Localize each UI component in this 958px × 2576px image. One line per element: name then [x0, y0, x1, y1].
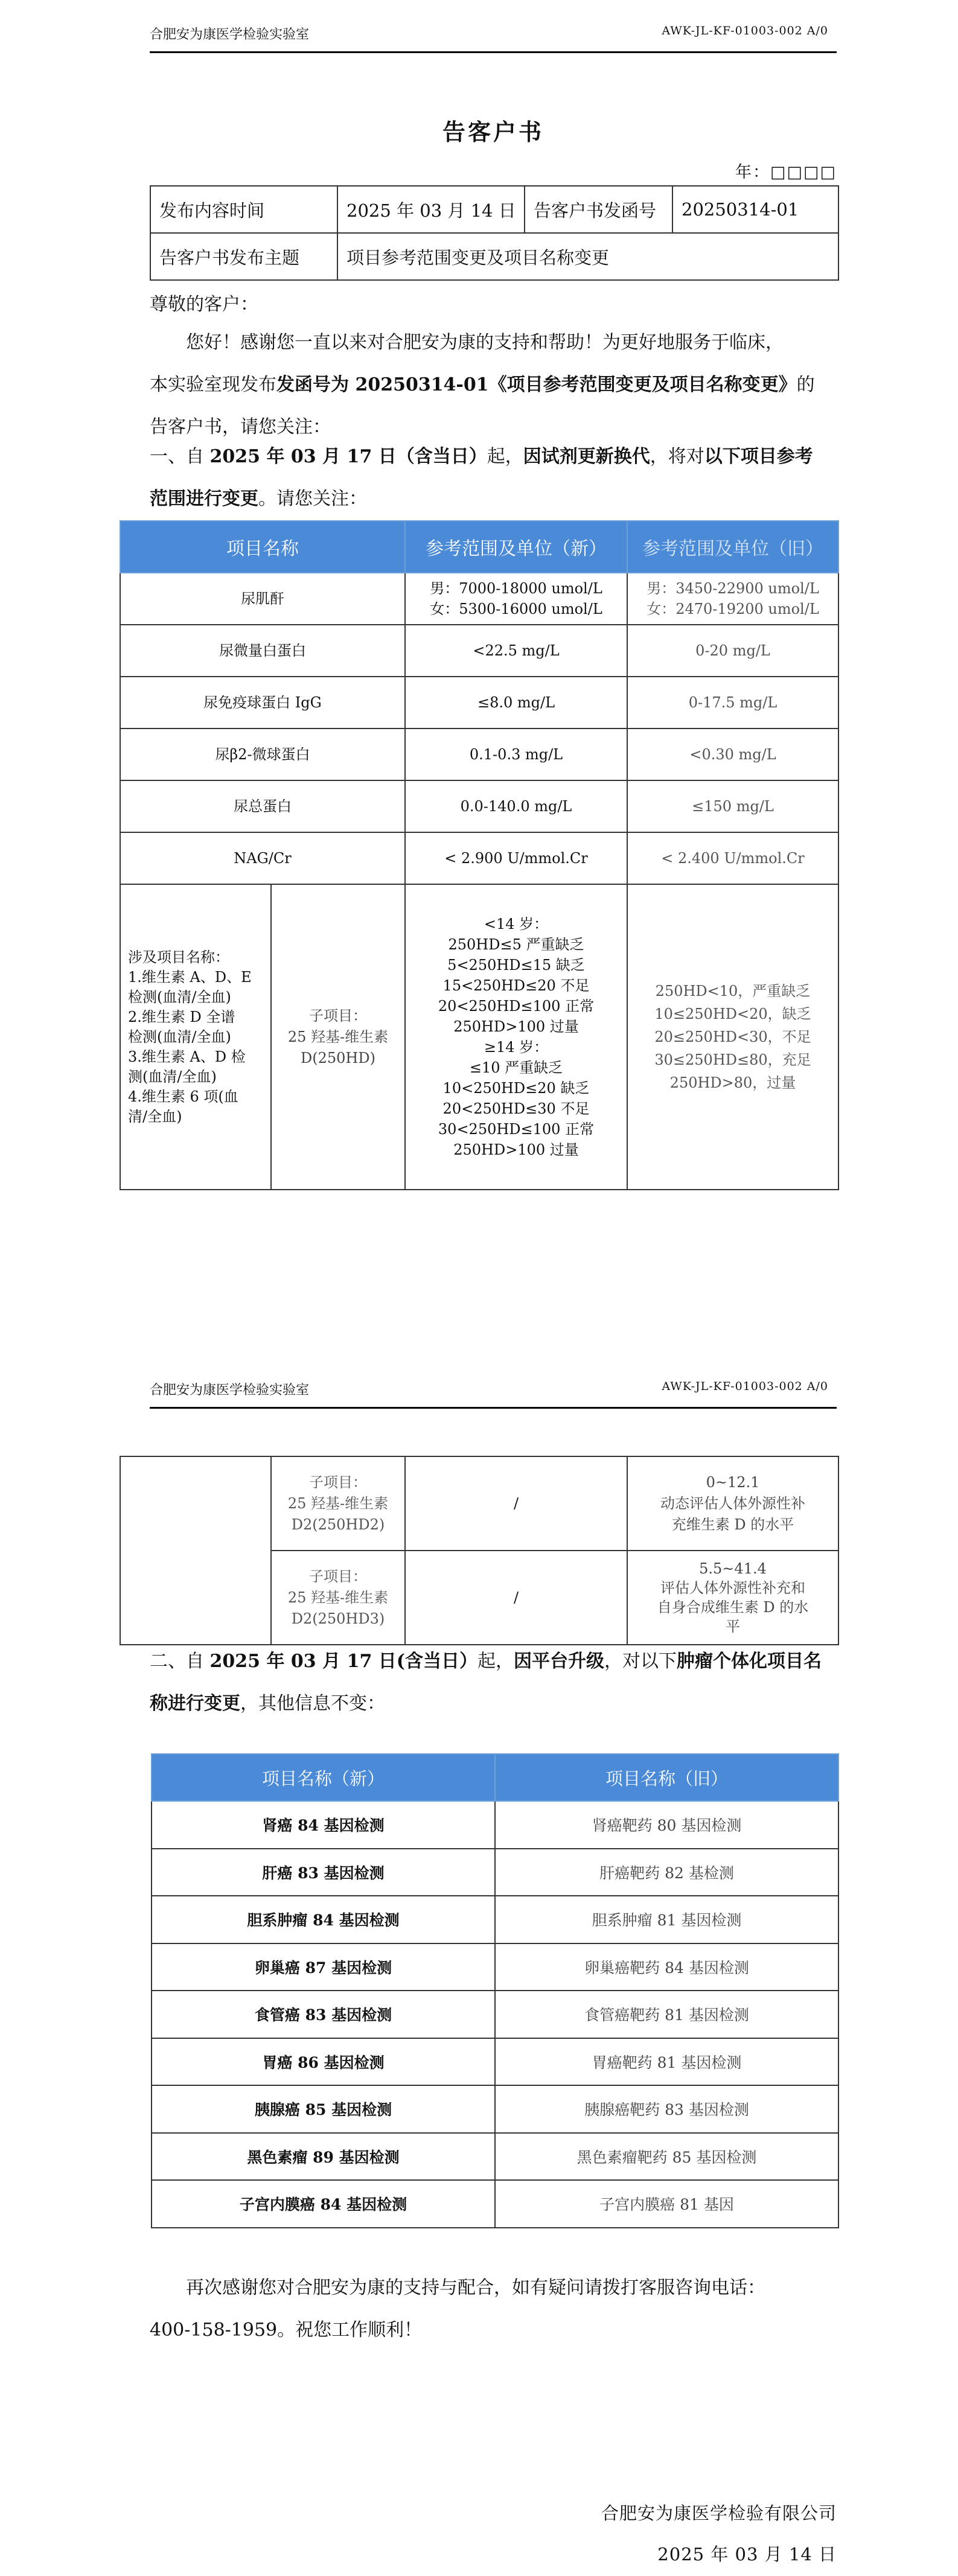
new-range: < 2.900 U/mmol.Cr [405, 832, 627, 884]
text: 起， [487, 446, 523, 467]
new-range: / [405, 1551, 627, 1645]
new-name: 胃癌 86 基因检测 [152, 2038, 495, 2086]
page-header [150, 1377, 837, 1409]
new-name: 肝癌 83 基因检测 [152, 1849, 495, 1896]
reference-range-table-continued [120, 1456, 839, 1645]
table-row [152, 1991, 838, 2038]
item-name: 尿β2-微球蛋白 [120, 728, 405, 780]
table-row [120, 573, 838, 625]
new-range: / [405, 1456, 627, 1551]
old-name: 子宫内膜癌 81 基因 [495, 2180, 838, 2228]
subject-value: 项目参考范围变更及项目名称变更 [337, 233, 838, 280]
text: 二、自 [150, 1651, 210, 1672]
new-name: 胆系肿瘤 84 基因检测 [152, 1896, 495, 1943]
publish-time-value: 2025 年 03 月 14 日 [337, 186, 525, 233]
item-name: 尿总蛋白 [120, 780, 405, 832]
table-row [152, 1849, 838, 1896]
sub-item-name: 子项目： 25 羟基-维生素 D2(250HD3) [271, 1551, 405, 1645]
text: ，对以下 [604, 1651, 677, 1672]
reference-range-table [120, 520, 839, 1190]
section-1-heading [150, 436, 838, 520]
old-name: 胰腺癌靶药 83 基因检测 [495, 2085, 838, 2133]
old-name: 黑色素瘤靶药 85 基因检测 [495, 2133, 838, 2181]
old-range: <0.30 mg/L [627, 728, 838, 780]
signature-date: 2025 年 03 月 14 日 [657, 2544, 837, 2565]
table-row [120, 728, 838, 780]
info-table [150, 185, 839, 281]
intro-paragraph [150, 322, 838, 448]
greeting: 尊敬的客户： [150, 294, 258, 315]
new-name: 食管癌 83 基因检测 [152, 1991, 495, 2038]
letter-reference: 发函号为 20250314-01《项目参考范围变更及项目名称变更》 [276, 374, 797, 395]
new-name: 子宫内膜癌 84 基因检测 [152, 2180, 495, 2228]
closing-paragraph [150, 2267, 838, 2351]
intro-text: 本实验室现发布 [150, 374, 276, 395]
closing-line-1: 再次感谢您对合肥安为康的支持与配合，如有疑问请拨打客服咨询电话： [186, 2277, 765, 2298]
new-range: ≤8.0 mg/L [405, 677, 627, 728]
table-row [120, 884, 838, 1190]
letter-no-value: 20250314-01 [672, 186, 838, 233]
table-row [152, 2038, 838, 2086]
old-range: 男：3450-22900 umol/L 女：2470-19200 umol/L [627, 573, 838, 625]
text: ，将对 [650, 446, 704, 467]
lab-name: 合肥安为康医学检验实验室 [150, 1383, 310, 1398]
table-row [120, 780, 838, 832]
new-name: 肾癌 84 基因检测 [152, 1801, 495, 1849]
old-range: < 2.400 U/mmol.Cr [627, 832, 838, 884]
old-range: ≤150 mg/L [627, 780, 838, 832]
old-name: 胃癌靶药 81 基因检测 [495, 2038, 838, 2086]
document-title: 告客户书 [442, 118, 544, 145]
table-row [152, 2180, 838, 2228]
subject-label: 告客户书发布主题 [150, 233, 337, 280]
new-range: <22.5 mg/L [405, 625, 627, 677]
old-range: 5.5~41.4 评估人体外源性补充和 自身合成维生素 D 的水 平 [627, 1551, 838, 1645]
effective-date: 2025 年 03 月 17 日(含当日） [209, 1651, 477, 1672]
emphasis: 称进行变更 [150, 1693, 240, 1714]
item-name: 尿微量白蛋白 [120, 625, 405, 677]
new-name: 黑色素瘤 89 基因检测 [152, 2133, 495, 2181]
item-name: 尿肌酐 [120, 573, 405, 625]
new-range: 0.0-140.0 mg/L [405, 780, 627, 832]
text: 一、自 [150, 446, 210, 467]
page-header [150, 22, 837, 53]
col-header-old-name: 项目名称（旧） [495, 1754, 838, 1801]
table-row [152, 1896, 838, 1943]
old-range: 250HD<10，严重缺乏 10≤250HD<20，缺乏 20≤250HD<30，不足 30≤250HD≤80，充足 250HD>80，过量 [627, 884, 838, 1190]
old-name: 食管癌靶药 81 基因检测 [495, 1991, 838, 2038]
old-name: 卵巢癌靶药 84 基因检测 [495, 1943, 838, 1991]
table-row [152, 2133, 838, 2181]
text: 。请您关注： [258, 488, 367, 509]
old-range: 0~12.1 动态评估人体外源性补 充维生素 D 的水平 [627, 1456, 838, 1551]
effective-date: 2025 年 03 月 17 日（含当日） [209, 446, 487, 467]
intro-line-1: 您好！感谢您一直以来对合肥安为康的支持和帮助！为更好地服务于临床， [186, 332, 784, 353]
emphasis: 肿瘤个体化项目名 [676, 1651, 822, 1672]
emphasis: 范围进行变更 [150, 488, 258, 509]
table-row [120, 677, 838, 728]
signature-company: 合肥安为康医学检验有限公司 [601, 2503, 837, 2523]
reason: 因平台升级 [513, 1651, 604, 1672]
closing-line-2: 400-158-1959。祝您工作顺利！ [150, 2319, 423, 2341]
col-header-new: 参考范围及单位（新） [405, 521, 627, 573]
old-name: 肝癌靶药 82 基检测 [495, 1849, 838, 1896]
table-row [152, 1943, 838, 1991]
new-range: <14 岁： 250HD≤5 严重缺乏 5<250HD≤15 缺乏 15<250HD≤20 不足 20<250HD≤100 正常 250HD>100 过量 ≥14 岁： ≤10 严重缺乏 10<250HD≤20 缺乏 20<250HD≤30 不足 30<250HD≤100 正常 250HD>100 过量 [405, 884, 627, 1190]
old-name: 肾癌靶药 80 基因检测 [495, 1801, 838, 1849]
col-header-new-name: 项目名称（新） [152, 1754, 495, 1801]
involved-items: 涉及项目名称： 1.维生素 A、D、E 检测(血清/全血) 2.维生素 D 全谱 检测(血清/全血) 3.维生素 A、D 检 测(血清/全血) 4.维生素 6 项(血 清/全血) [120, 884, 271, 1190]
old-range: 0-20 mg/L [627, 625, 838, 677]
table-row [152, 1801, 838, 1849]
reason: 因试剂更新换代 [523, 446, 650, 467]
table-row [120, 625, 838, 677]
table-row [152, 2085, 838, 2133]
old-range: 0-17.5 mg/L [627, 677, 838, 728]
letter-no-label: 告客户书发函号 [525, 186, 672, 233]
new-range: 男：7000-18000 umol/L 女：5300-16000 umol/L [405, 573, 627, 625]
text: 起， [477, 1651, 514, 1672]
empty-cell [120, 1456, 271, 1645]
intro-line-3: 告客户书，请您关注： [150, 416, 331, 438]
doc-code: AWK-JL-KF-01003-002 A/0 [662, 1380, 828, 1393]
text: ，其他信息不变： [240, 1693, 385, 1714]
new-name: 卵巢癌 87 基因检测 [152, 1943, 495, 1991]
table-row [120, 1456, 838, 1551]
col-header-item: 项目名称 [120, 521, 405, 573]
tumor-project-table [151, 1753, 839, 2228]
old-name: 胆系肿瘤 81 基因检测 [495, 1896, 838, 1943]
col-header-old: 参考范围及单位（旧） [627, 521, 838, 573]
publish-time-label: 发布内容时间 [150, 186, 337, 233]
emphasis: 以下项目参考 [704, 446, 813, 467]
year-line: 年：□□□□ [735, 163, 837, 182]
intro-text: 的 [796, 374, 815, 395]
lab-name: 合肥安为康医学检验实验室 [150, 27, 310, 42]
section-2-heading [150, 1640, 838, 1725]
intro-line-2 [150, 364, 838, 406]
item-name: NAG/Cr [120, 832, 405, 884]
item-name: 尿免疫球蛋白 IgG [120, 677, 405, 728]
doc-code: AWK-JL-KF-01003-002 A/0 [662, 24, 828, 37]
table-row [120, 832, 838, 884]
sub-item-name: 子项目： 25 羟基-维生素 D2(250HD2) [271, 1456, 405, 1551]
sub-item-name: 子项目： 25 羟基-维生素 D(250HD) [271, 884, 405, 1190]
new-name: 胰腺癌 85 基因检测 [152, 2085, 495, 2133]
new-range: 0.1-0.3 mg/L [405, 728, 627, 780]
